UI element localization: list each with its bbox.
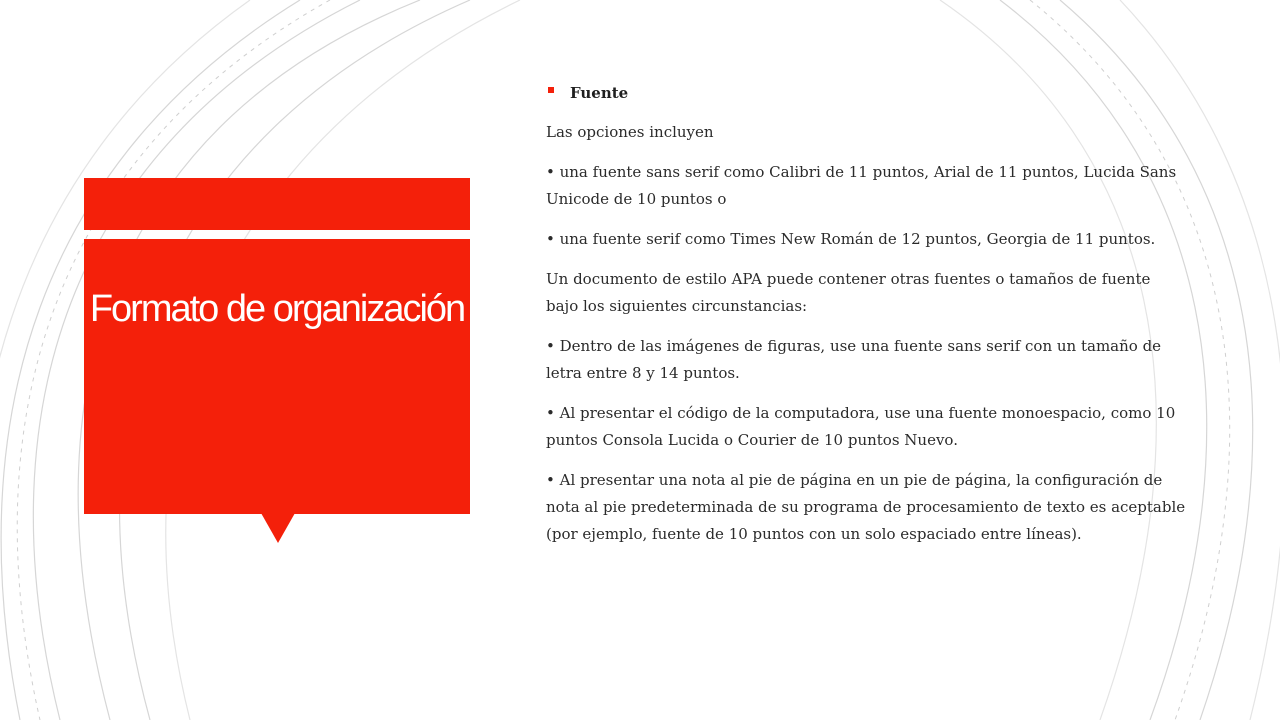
paragraph: Las opciones incluyen	[546, 123, 714, 141]
square-bullet-icon	[548, 87, 554, 93]
paragraph: • Al presentar una nota al pie de página en un pie de página, la configuración de nota al pie predeterminada de su programa de procesamiento de texto es aceptable (por ejemplo, fuente de 10 puntos con un solo espaciado entre líneas).	[546, 471, 1186, 543]
paragraph: Un documento de estilo APA puede contener otras fuentes o tamaños de fuente bajo los siguientes circunstancias:	[546, 270, 1151, 315]
content-body	[546, 80, 1186, 561]
paragraph: • una fuente serif como Times New Román de 12 puntos, Georgia de 11 puntos.	[546, 230, 1156, 248]
heading-row	[546, 80, 1186, 107]
paragraph: • una fuente sans serif como Calibri de 11 puntos, Arial de 11 puntos, Lucida Sans Unicode de 10 puntos o	[546, 163, 1177, 208]
section-heading: Fuente	[570, 84, 629, 102]
title-box-pointer	[261, 513, 295, 543]
accent-bar	[84, 178, 470, 230]
title-box	[84, 239, 470, 514]
paragraph: • Dentro de las imágenes de figuras, use una fuente sans serif con un tamaño de letra entre 8 y 14 puntos.	[546, 337, 1162, 382]
slide-title: Formato de organización	[89, 288, 465, 330]
paragraph: • Al presentar el código de la computadora, use una fuente monoespacio, como 10 puntos Consola Lucida o Courier de 10 puntos Nuevo.	[546, 404, 1176, 449]
